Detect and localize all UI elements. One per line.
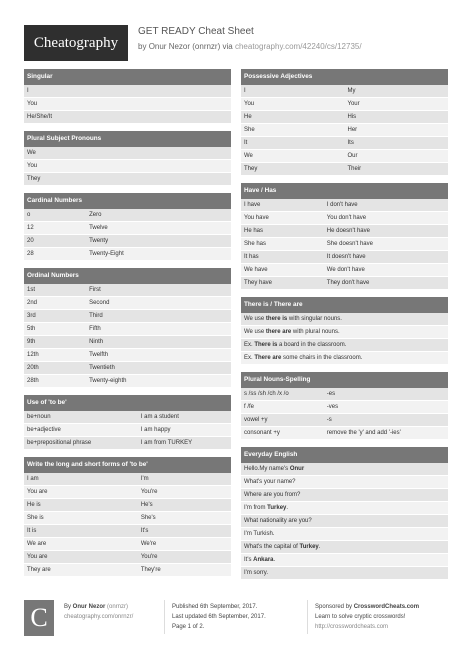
text-segment: Ex. [244, 355, 255, 361]
sponsor-url[interactable]: http://crosswordcheats.com [315, 624, 389, 630]
row-text [241, 352, 448, 364]
footer-author-name[interactable]: Onur Nezor [72, 604, 106, 610]
table-row [241, 150, 448, 163]
row-value: Twenty [89, 238, 109, 244]
table-row [241, 326, 448, 339]
footer-dates [172, 602, 266, 632]
row-value: He's [140, 502, 153, 508]
byline [138, 42, 362, 51]
text-segment: with plural nouns. [291, 329, 340, 335]
bold-term: there is [265, 316, 288, 322]
row-value: -es [326, 391, 336, 397]
table-row [241, 401, 448, 414]
row-term: be+noun [27, 414, 51, 420]
table-row [241, 541, 448, 554]
sponsor-tagline: Learn to solve cryptic crosswords! [315, 614, 406, 620]
row-value: Twenty-eighth [89, 378, 127, 384]
table-row [241, 264, 448, 277]
table-row [24, 486, 231, 499]
table-row [24, 512, 231, 525]
table-row [241, 212, 448, 225]
row-term: They [27, 176, 41, 182]
row-text [241, 528, 448, 540]
row-value: Twentieth [89, 365, 115, 371]
row-term: 20th [27, 365, 39, 371]
table-row [24, 437, 231, 450]
row-term: 9th [27, 339, 36, 345]
text-segment: I'm Turkish. [244, 531, 275, 537]
table-row [24, 98, 231, 111]
text-segment: . [273, 557, 276, 563]
bold-term: Onur [289, 466, 305, 472]
row-term: We are [27, 541, 47, 547]
table-row [241, 463, 448, 476]
row-value: First [89, 287, 101, 293]
table-row [241, 489, 448, 502]
row-term: We [244, 153, 253, 159]
row-term: You [27, 163, 38, 169]
footer-divider [307, 600, 308, 634]
row-term: You have [244, 215, 269, 221]
row-term: They are [27, 567, 51, 573]
row-value: Our [347, 153, 358, 159]
row-term: I [244, 88, 246, 94]
table-row [241, 124, 448, 137]
table-row [241, 137, 448, 150]
row-text [241, 502, 448, 514]
bold-term: Ankara [253, 557, 274, 563]
cheat-section [24, 131, 231, 186]
footer-divider [164, 600, 165, 634]
row-value: We're [140, 541, 157, 547]
section-header: Use of 'to be' [24, 395, 231, 411]
table-row [24, 362, 231, 375]
table-row [24, 473, 231, 486]
table-row [241, 388, 448, 401]
row-value: We don't have [326, 267, 365, 273]
cheat-section [24, 457, 231, 577]
row-term: 12 [27, 225, 34, 231]
row-term: It [244, 140, 248, 146]
row-term: She has [244, 241, 267, 247]
table-row [241, 199, 448, 212]
row-value: My [347, 88, 356, 94]
text-segment: . [318, 544, 321, 550]
row-value: You're [140, 489, 158, 495]
table-row [24, 284, 231, 297]
footer-author-url[interactable]: cheatography.com/onrnzr/ [64, 614, 134, 620]
table-row [241, 427, 448, 440]
row-text [241, 476, 448, 488]
row-text [241, 326, 448, 338]
row-term: We have [244, 267, 268, 273]
sheet-url-link[interactable]: cheatography.com/42240/cs/12735/ [234, 42, 362, 51]
table-row [241, 163, 448, 176]
row-term: He has [244, 228, 264, 234]
table-row [24, 160, 231, 173]
table-row [24, 173, 231, 186]
row-text [241, 339, 448, 351]
row-value: His [347, 114, 357, 120]
row-term: She [244, 127, 255, 133]
row-value: remove the 'y' and add '-ies' [326, 430, 401, 436]
via-label: via [222, 42, 233, 51]
row-value: I am happy [140, 427, 171, 433]
row-value: She doesn't have [326, 241, 373, 247]
section-header: Ordinal Numbers [24, 268, 231, 284]
table-row [24, 499, 231, 512]
text-segment: It's [244, 557, 254, 563]
row-text [241, 567, 448, 579]
row-value: You don't have [326, 215, 367, 221]
text-segment: Where are you from? [244, 492, 301, 498]
cheat-section [241, 183, 448, 290]
row-text [241, 554, 448, 566]
section-header: Have / Has [241, 183, 448, 199]
row-term: She is [27, 515, 44, 521]
cheat-section [241, 372, 448, 440]
cheat-section [241, 447, 448, 580]
table-row [24, 323, 231, 336]
row-value: Twelve [89, 225, 108, 231]
row-value: Twelfth [89, 352, 109, 358]
cheat-section [24, 268, 231, 388]
text-segment: . [286, 505, 289, 511]
row-value: She's [140, 515, 156, 521]
table-row [24, 336, 231, 349]
row-text [241, 515, 448, 527]
row-term: 3rd [27, 313, 36, 319]
table-row [24, 424, 231, 437]
row-term: He [244, 114, 252, 120]
row-term: vowel +y [244, 417, 268, 423]
row-term: You are [27, 554, 48, 560]
section-header: There is / There are [241, 297, 448, 313]
author-link[interactable]: Onur Nezor (onrnzr) [148, 42, 221, 51]
text-segment: What nationality are you? [244, 518, 312, 524]
row-term: consonant +y [244, 430, 280, 436]
row-value: I'm [140, 476, 149, 482]
row-text [241, 463, 448, 475]
row-text [241, 313, 448, 325]
section-header: Everyday English [241, 447, 448, 463]
table-row [241, 238, 448, 251]
published-date: Published 6th September, 2017. [172, 604, 258, 610]
cheat-section [24, 69, 231, 124]
page-number: Page 1 of 2. [172, 624, 205, 630]
cheat-section [24, 193, 231, 261]
row-value: He doesn't have [326, 228, 370, 234]
bold-term: Turkey [299, 544, 319, 550]
row-term: 28 [27, 251, 34, 257]
row-term: be+prepositional phrase [27, 440, 92, 446]
page-footer [24, 600, 450, 640]
bold-term: there are [265, 329, 292, 335]
row-value: You're [140, 554, 158, 560]
footer-by-label: By [64, 604, 73, 610]
row-term: 2nd [27, 300, 38, 306]
cheatography-logo[interactable]: Cheatography [24, 25, 128, 61]
table-row [241, 339, 448, 352]
row-value: Their [347, 166, 362, 172]
row-term: 12th [27, 352, 39, 358]
table-row [241, 502, 448, 515]
table-row [24, 248, 231, 261]
table-row [24, 297, 231, 310]
text-segment: some chairs in the classroom. [281, 355, 363, 361]
section-header: Plural Subject Pronouns [24, 131, 231, 147]
row-term: be+adjective [27, 427, 61, 433]
footer-author-handle: (onrnzr) [107, 604, 129, 610]
bold-term: Turkey [267, 505, 287, 511]
table-row [24, 209, 231, 222]
table-row [24, 551, 231, 564]
table-row [241, 111, 448, 124]
text-segment: with singular nouns. [287, 316, 342, 322]
row-value: Second [89, 300, 110, 306]
table-row [241, 476, 448, 489]
section-header: Cardinal Numbers [24, 193, 231, 209]
table-row [24, 411, 231, 424]
row-term: You are [27, 489, 48, 495]
cheatography-footer-logo[interactable]: C [24, 600, 54, 636]
table-row [241, 554, 448, 567]
sponsor-label: Sponsored by [315, 604, 354, 610]
table-row [24, 222, 231, 235]
row-value: Fifth [89, 326, 101, 332]
table-row [24, 349, 231, 362]
table-row [241, 225, 448, 238]
table-row [24, 85, 231, 98]
row-value: Her [347, 127, 358, 133]
page-title: GET READY Cheat Sheet [138, 26, 254, 37]
row-value: I am from TURKEY [140, 440, 193, 446]
row-text [241, 541, 448, 553]
sponsor-link[interactable]: CrosswordCheats.com [353, 604, 420, 610]
table-row [24, 147, 231, 160]
table-row [241, 98, 448, 111]
row-value: Third [89, 313, 103, 319]
text-segment: I'm sorry. [244, 570, 269, 576]
row-value: I don't have [326, 202, 358, 208]
bold-term: There are [254, 355, 282, 361]
row-term: I have [244, 202, 261, 208]
table-row [241, 85, 448, 98]
right-column [241, 69, 448, 587]
cheat-section [241, 69, 448, 176]
table-row [241, 414, 448, 427]
updated-date: Last updated 6th September, 2017. [172, 614, 266, 620]
text-segment: I'm from [244, 505, 268, 511]
section-header: Plural Nouns-Spelling [241, 372, 448, 388]
row-term: 28th [27, 378, 39, 384]
table-row [241, 277, 448, 290]
table-row [24, 538, 231, 551]
text-segment: What's the capital of [244, 544, 300, 550]
row-term: I [27, 88, 29, 94]
row-value: Twenty-Eight [89, 251, 124, 257]
row-term: It is [27, 528, 37, 534]
table-row [241, 352, 448, 365]
row-term: 5th [27, 326, 36, 332]
row-value: -ves [326, 404, 339, 410]
text-segment: What's your name? [244, 479, 296, 485]
section-header: Singular [24, 69, 231, 85]
cheat-section [241, 297, 448, 365]
table-row [24, 375, 231, 388]
row-value: They don't have [326, 280, 370, 286]
text-segment: We use [244, 316, 266, 322]
row-value: -s [326, 417, 332, 423]
text-segment: a board in the classroom. [277, 342, 347, 348]
page-header [24, 25, 450, 65]
row-term: It has [244, 254, 259, 260]
row-term: We [27, 150, 36, 156]
left-column [24, 69, 231, 584]
table-row [241, 313, 448, 326]
text-segment: We use [244, 329, 266, 335]
cheat-section [24, 395, 231, 450]
row-term: You [27, 101, 38, 107]
row-term: s /ss /sh /ch /x /o [244, 391, 289, 397]
row-term: I am [27, 476, 39, 482]
table-row [241, 528, 448, 541]
table-row [24, 235, 231, 248]
text-segment: Ex. [244, 342, 255, 348]
footer-sponsor [315, 602, 419, 632]
row-term: 20 [27, 238, 34, 244]
row-value: It doesn't have [326, 254, 366, 260]
table-row [24, 564, 231, 577]
row-value: Your [347, 101, 360, 107]
row-term: They have [244, 280, 273, 286]
bold-term: There is [254, 342, 278, 348]
table-row [24, 111, 231, 124]
text-segment: Hello.My name's [244, 466, 290, 472]
row-value: They're [140, 567, 161, 573]
row-term: He/She/It [27, 114, 53, 120]
row-text [241, 489, 448, 501]
footer-author [64, 602, 133, 622]
table-row [241, 567, 448, 580]
section-header: Write the long and short forms of 'to be' [24, 457, 231, 473]
row-term: He is [27, 502, 41, 508]
row-value: I am a student [140, 414, 179, 420]
row-value: Zero [89, 212, 102, 218]
by-label: by [138, 42, 147, 51]
row-value: Its [347, 140, 354, 146]
row-value: Ninth [89, 339, 104, 345]
row-term: They [244, 166, 258, 172]
table-row [24, 525, 231, 538]
row-term: f /fe [244, 404, 255, 410]
row-term: You [244, 101, 255, 107]
section-header: Possessive Adjectives [241, 69, 448, 85]
table-row [241, 251, 448, 264]
row-value: It's [140, 528, 149, 534]
table-row [24, 310, 231, 323]
row-term: 1st [27, 287, 36, 293]
row-term: o [27, 212, 31, 218]
table-row [241, 515, 448, 528]
